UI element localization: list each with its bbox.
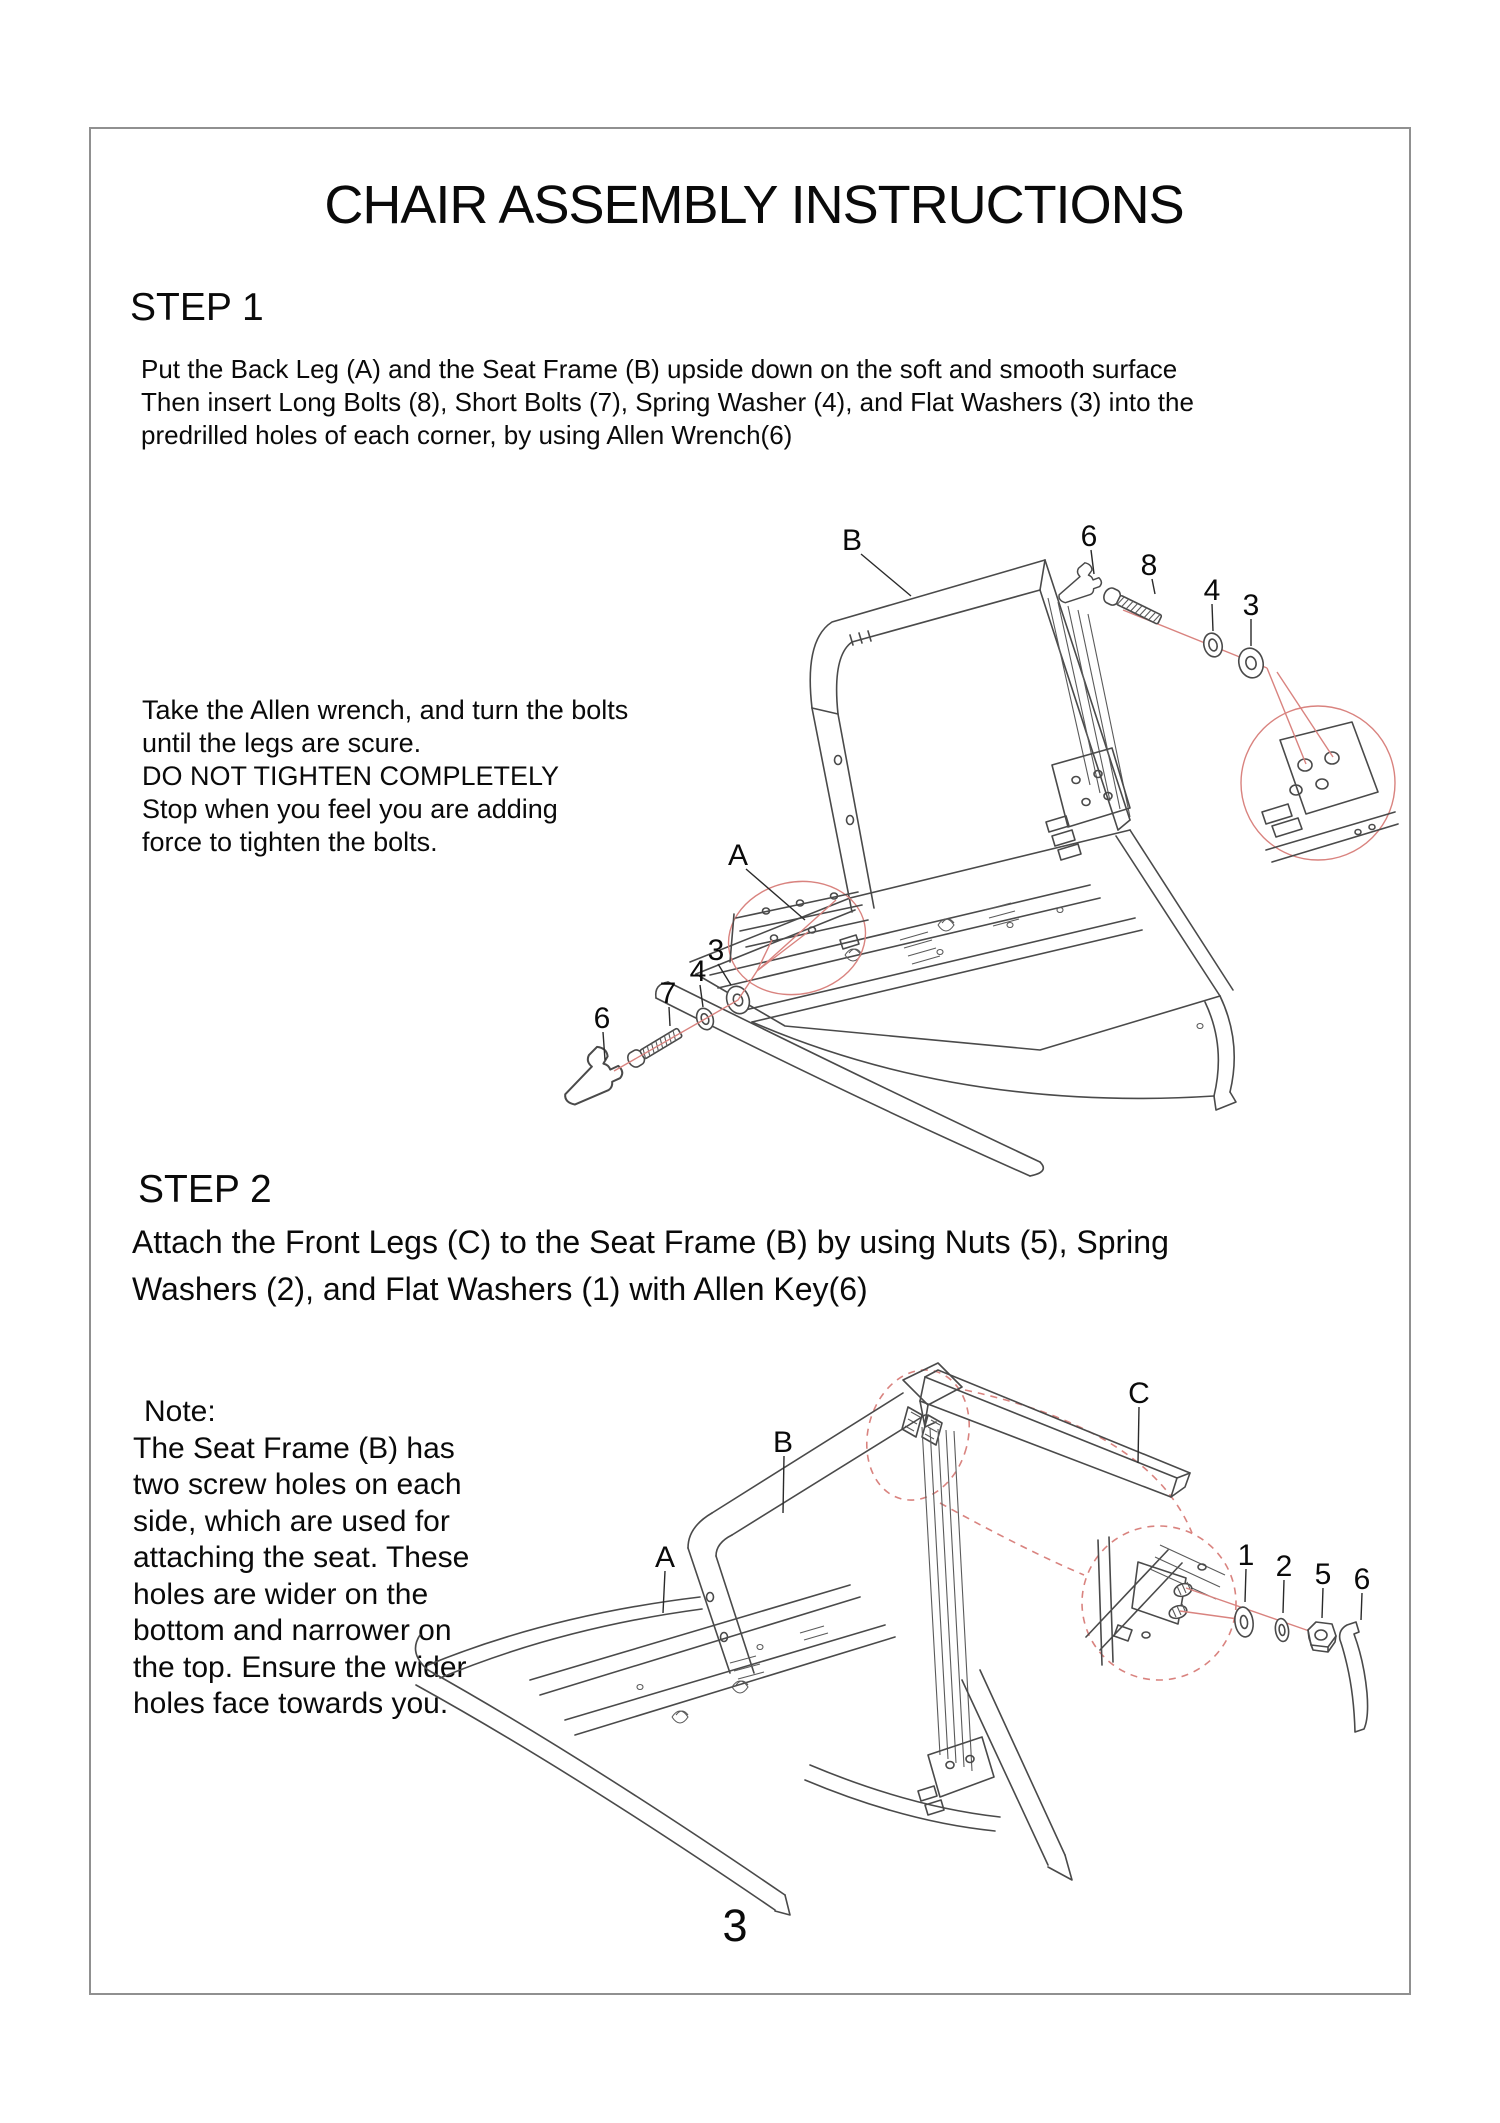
part-label-short-bolt: 7 — [659, 977, 677, 1010]
step1-intro-line2: Then insert Long Bolts (8), Short Bolts (7), Spring Washer (4), and Flat Washers (3) into the — [141, 387, 1194, 417]
step2-note-line6: bottom and narrower on — [133, 1614, 452, 1647]
bolt-stud-icon — [1168, 1582, 1194, 1621]
chair-tilted-illustration — [416, 1363, 1191, 1915]
step2-note-heading: Note: — [144, 1395, 216, 1428]
step1-intro — [141, 353, 1194, 452]
step2-note-line7: the top. Ensure the wider — [133, 1650, 467, 1684]
step2-intro-line2: Washers (2), and Flat Washers (1) with Allen Key(6) — [132, 1271, 868, 1307]
nut-icon — [1308, 1622, 1336, 1652]
step1-note-line1: Take the Allen wrench, and turn the bolts — [142, 695, 629, 725]
step2-note-line8: holes face towards you. — [133, 1687, 449, 1720]
chair-back-leg-curve — [416, 1597, 791, 1915]
step2-intro-line1: Attach the Front Legs (C) to the Seat Frame (B) by using Nuts (5), Spring — [132, 1224, 1169, 1260]
part-label-allen-wrench-bottom: 6 — [593, 1002, 611, 1035]
part-label-flat-washer-2: 1 — [1237, 1539, 1255, 1572]
step1-note-line4: Stop when you feel you are adding — [142, 794, 558, 824]
part-label-spring-washer-bottom: 4 — [689, 955, 707, 988]
step1-intro-line1: Put the Back Leg (A) and the Seat Frame (B) upside down on the soft and smooth surface — [141, 354, 1178, 384]
allen-key-icon — [1340, 1622, 1368, 1732]
callout-ellipse-step1 — [718, 869, 876, 1007]
part-label-flat-washer-bottom: 3 — [707, 934, 725, 967]
chair-seat-frame — [810, 560, 1130, 912]
chair-seat-rails-2 — [530, 1585, 1072, 1880]
step1-diagram — [400, 470, 1411, 1180]
callout-leader-lines-step1 — [1123, 610, 1333, 764]
step2-diagram — [380, 1335, 1411, 1935]
step2-note-line3: side, which are used for — [133, 1504, 450, 1538]
spring-washer-icon-top — [1201, 631, 1225, 659]
part-label-allen-wrench-top: 6 — [1080, 520, 1098, 553]
step1-note-line5: force to tighten the bolts. — [142, 827, 438, 857]
step2-heading: STEP 2 — [138, 1168, 272, 1211]
chair-back-slats-2 — [918, 1427, 994, 1815]
part-label-front-leg: C — [1128, 1377, 1150, 1410]
callout-dashed-shapes — [853, 1358, 1236, 1680]
page-title: CHAIR ASSEMBLY INSTRUCTIONS — [324, 175, 1184, 235]
allen-wrench-icon-bottom — [551, 1042, 627, 1112]
step2-note-line5: holes are wider on the — [133, 1577, 429, 1611]
callout-circle-step1 — [1241, 706, 1398, 862]
part-label-spring-washer-top: 4 — [1203, 574, 1221, 607]
part-label-flat-washer-top: 3 — [1242, 589, 1260, 622]
step2-note-line2: two screw holes on each — [133, 1468, 462, 1501]
step1-note-line3: DO NOT TIGHTEN COMPLETELY — [142, 761, 560, 791]
part-label-seat-frame-2: B — [772, 1426, 794, 1459]
part-label-long-bolt: 8 — [1140, 549, 1158, 582]
step2-note-line4: attaching the seat. These — [133, 1541, 470, 1574]
step2-intro — [132, 1219, 1169, 1313]
step2-note-line1: The Seat Frame (B) has — [133, 1431, 455, 1465]
part-label-allen-key: 6 — [1353, 1563, 1371, 1596]
part-label-nut: 5 — [1314, 1558, 1332, 1591]
step1-note-line2: until the legs are scure. — [142, 728, 422, 758]
spring-washer-icon-step2 — [1274, 1618, 1290, 1643]
corner-bracket — [1046, 748, 1130, 860]
part-label-spring-washer-2: 2 — [1275, 1550, 1293, 1583]
part-label-seat-frame: B — [841, 524, 863, 557]
step1-intro-line3: predrilled holes of each corner, by using Allen Wrench(6) — [141, 420, 793, 450]
step1-heading: STEP 1 — [130, 286, 264, 329]
flat-washer-icon-top — [1236, 645, 1267, 680]
part-label-back-leg: A — [727, 839, 749, 872]
part-label-back-leg-2: A — [654, 1541, 676, 1574]
page-number: 3 — [722, 1900, 748, 1951]
callout-detail-step2 — [1086, 1537, 1225, 1665]
